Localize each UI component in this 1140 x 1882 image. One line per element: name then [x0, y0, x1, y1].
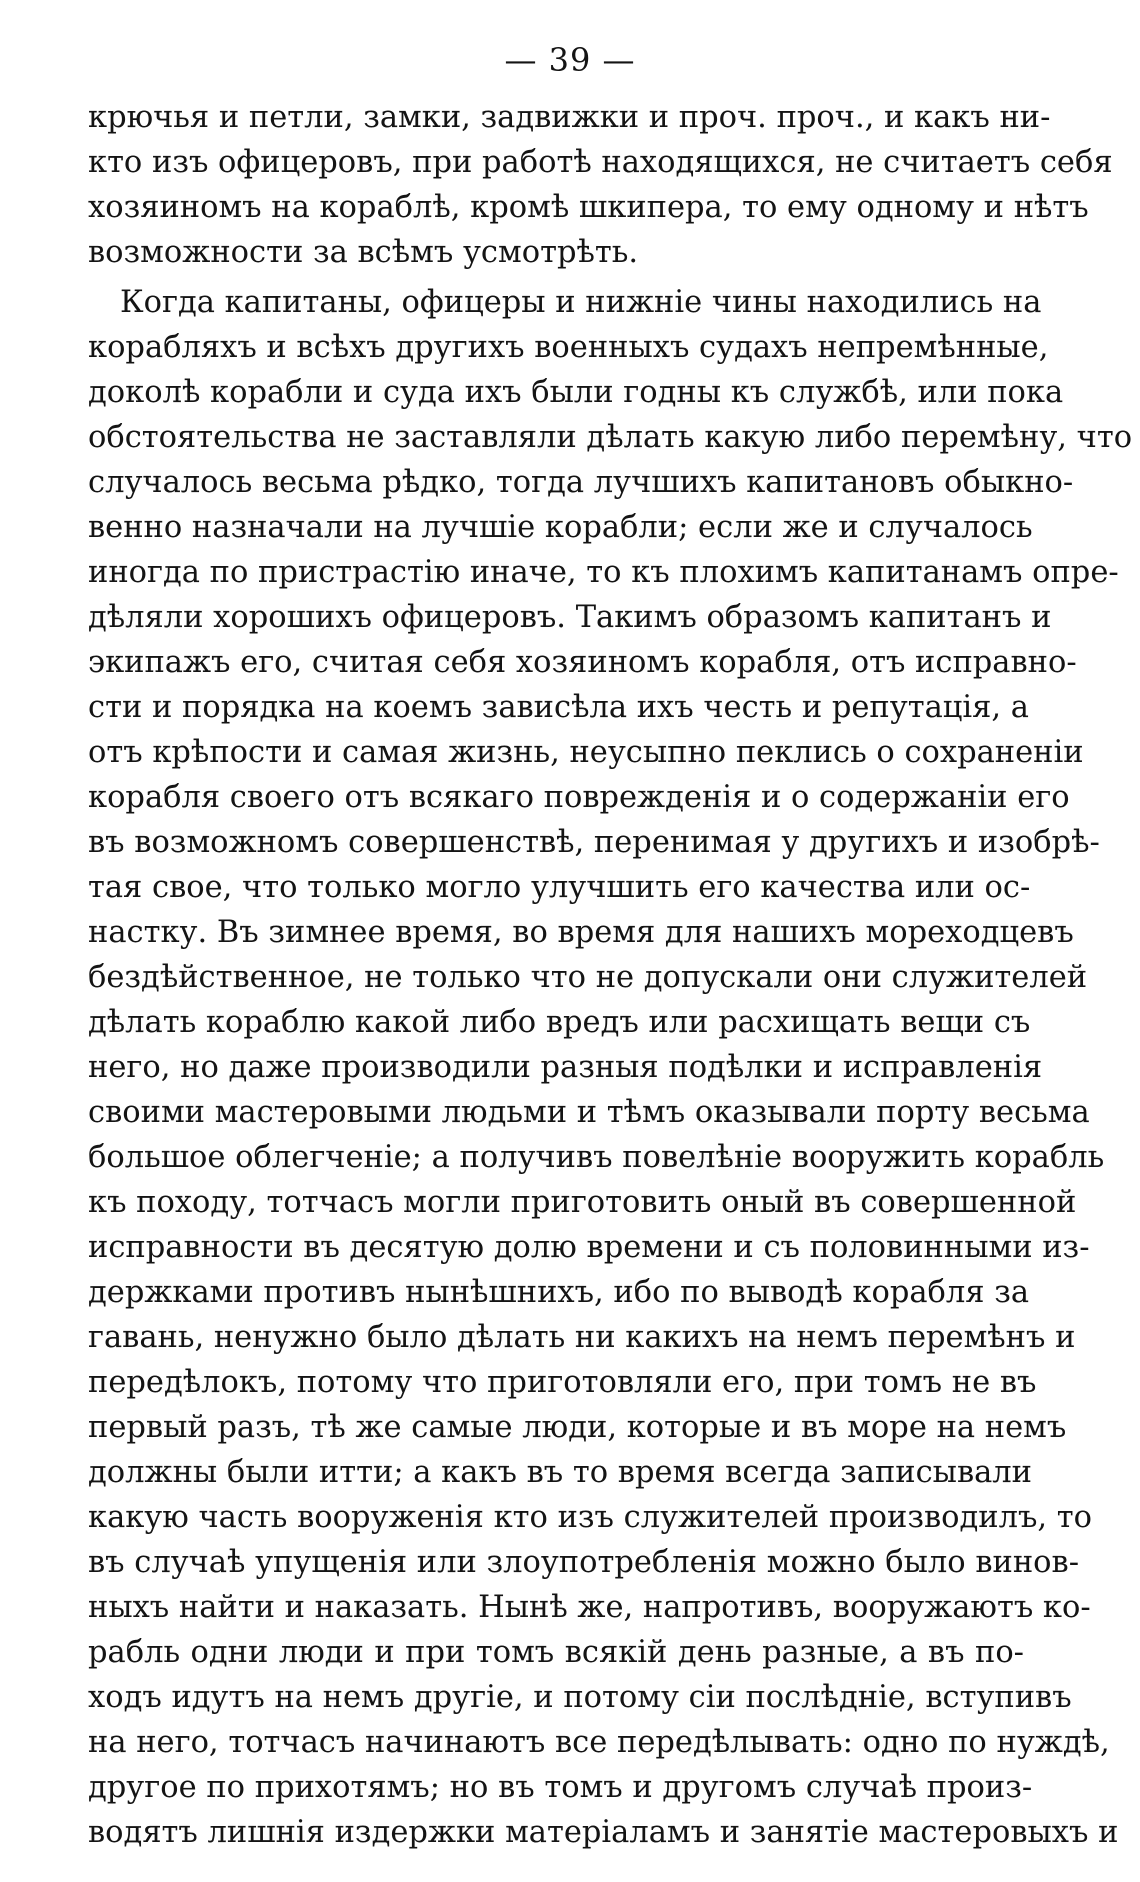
- text-line: ходъ идутъ на немъ другіе, и потому сіи послѣдніе, вступивъ: [88, 1680, 1072, 1715]
- text-line: къ походу, тотчасъ могли приготовить оный въ совершенной: [88, 1185, 1077, 1220]
- text-line: доколѣ корабли и суда ихъ были годны къ службѣ, или пока: [88, 375, 1064, 410]
- text-line: дѣлать кораблю какой либо вредъ или расхищать вещи съ: [88, 1005, 1031, 1040]
- text-line: первый разъ, тѣ же самые люди, которые и въ море на немъ: [88, 1410, 1067, 1445]
- text-line: исправности въ десятую долю времени и съ половинными из-: [88, 1230, 1090, 1265]
- text-line: экипажъ его, считая себя хозяиномъ корабля, отъ исправно-: [88, 645, 1077, 680]
- text-line: корабляхъ и всѣхъ другихъ военныхъ судахъ непремѣнные,: [88, 330, 1049, 365]
- paragraph-start-line: Когда капитаны, офицеры и нижніе чины находились на: [120, 285, 1042, 320]
- text-line: настку. Въ зимнее время, во время для нашихъ мореходцевъ: [88, 915, 1074, 950]
- text-line: сти и порядка на коемъ зависѣла ихъ честь и репутація, а: [88, 690, 1029, 725]
- text-line: должны были итти; а какъ въ то время всегда записывали: [88, 1455, 1033, 1490]
- text-line: тая свое, что только могло улучшить его качества или ос-: [88, 870, 1031, 905]
- text-line: хозяиномъ на кораблѣ, кромѣ шкипера, то ему одному и нѣтъ: [88, 190, 1089, 225]
- text-line: крючья и петли, замки, задвижки и проч. проч., и какъ ни-: [88, 100, 1051, 135]
- text-line: гавань, ненужно было дѣлать ни какихъ на немъ перемѣнъ и: [88, 1320, 1076, 1355]
- text-line: большое облегченіе; а получивъ повелѣніе вооружить корабль: [88, 1140, 1105, 1175]
- text-line: держками противъ нынѣшнихъ, ибо по выводѣ корабля за: [88, 1275, 1030, 1310]
- text-line: водятъ лишнія издержки матеріаламъ и занятіе мастеровыхъ и: [88, 1815, 1119, 1850]
- text-line: возможности за всѣмъ усмотрѣть.: [88, 235, 639, 270]
- text-line: другое по прихотямъ; но въ томъ и другомъ случаѣ произ-: [88, 1770, 1033, 1805]
- text-line: въ случаѣ упущенія или злоупотребленія можно было винов-: [88, 1545, 1080, 1580]
- text-line: ныхъ найти и наказать. Нынѣ же, напротивъ, вооружаютъ ко-: [88, 1590, 1091, 1625]
- text-line: корабля своего отъ всякаго поврежденія и о содержаніи его: [88, 780, 1070, 815]
- text-line: отъ крѣпости и самая жизнь, неусыпно пеклись о сохраненіи: [88, 735, 1084, 770]
- text-line: случалось весьма рѣдко, тогда лучшихъ капитановъ обыкно-: [88, 465, 1074, 500]
- text-line: какую часть вооруженія кто изъ служителей производилъ, то: [88, 1500, 1093, 1535]
- text-line: на него, тотчасъ начинаютъ все передѣлывать: одно по нуждѣ,: [88, 1725, 1110, 1760]
- text-line: кто изъ офицеровъ, при работѣ находящихся, не считаетъ себя: [88, 145, 1113, 180]
- text-line: иногда по пристрастію иначе, то къ плохимъ капитанамъ опре-: [88, 555, 1119, 590]
- page-number: — 39 —: [504, 41, 636, 79]
- text-line: рабль одни люди и при томъ всякій день разные, а въ по-: [88, 1635, 1024, 1670]
- text-line: бездѣйственное, не только что не допускали они служителей: [88, 960, 1088, 995]
- text-line: передѣлокъ, потому что приготовляли его, при томъ не въ: [88, 1365, 1037, 1400]
- text-line: дѣляли хорошихъ офицеровъ. Такимъ образомъ капитанъ и: [88, 600, 1052, 635]
- text-line: венно назначали на лучшіе корабли; если же и случалось: [88, 510, 1033, 545]
- text-line: въ возможномъ совершенствѣ, перенимая у другихъ и изобрѣ-: [88, 825, 1100, 860]
- text-line: него, но даже производили разныя подѣлки и исправленія: [88, 1050, 1043, 1085]
- text-line: обстоятельства не заставляли дѣлать какую либо перемѣну, что: [88, 420, 1133, 455]
- text-line: своими мастеровыми людьми и тѣмъ оказывали порту весьма: [88, 1095, 1090, 1130]
